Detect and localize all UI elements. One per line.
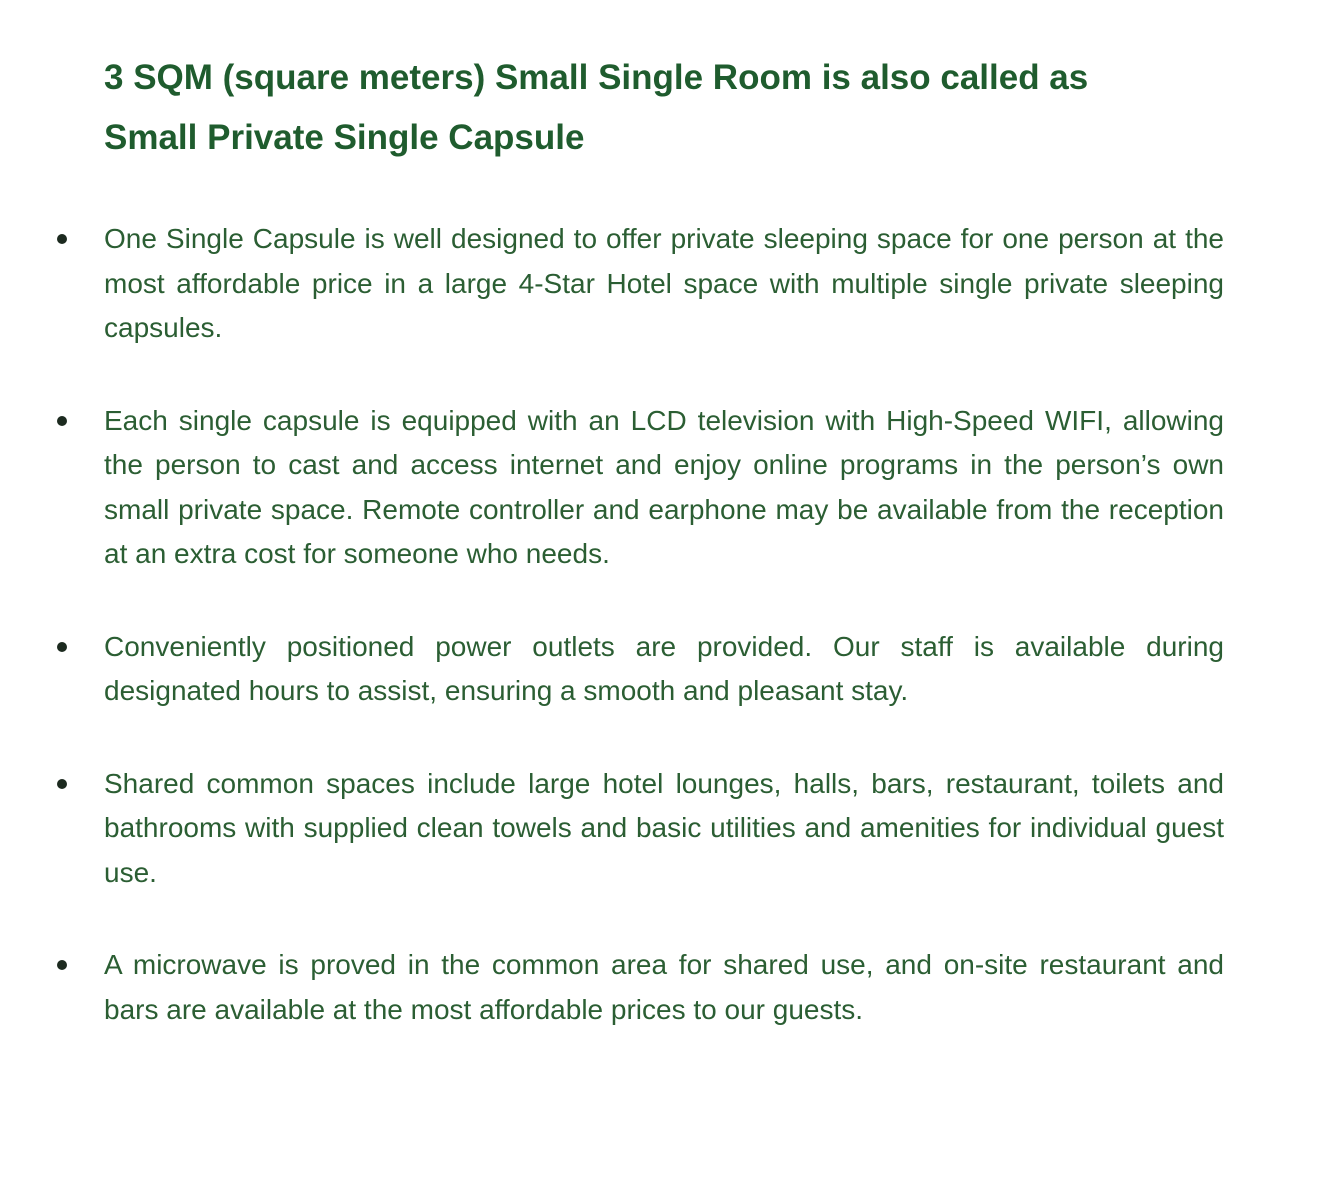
list-item-text: A microwave is proved in the common area for shared use, and on-site restaurant and bars are available at the most affordable prices to our guests. bbox=[104, 949, 1224, 1025]
list-item-text: Shared common spaces include large hotel lounges, halls, bars, restaurant, toilets and bathrooms with supplied clean towels and basic utilities and amenities for individual guest use. bbox=[104, 767, 1224, 888]
list-item bbox=[0, 943, 1338, 1032]
bullet-icon bbox=[57, 642, 67, 652]
bullet-icon bbox=[57, 779, 67, 789]
list-item-text: Conveniently positioned power outlets are provided. Our staff is available during designated hours to assist, ensuring a smooth and pleasant stay. bbox=[104, 630, 1224, 706]
list-item bbox=[0, 762, 1338, 896]
list-item-text: Each single capsule is equipped with an LCD television with High-Speed WIFI, allowing the person to cast and access internet and enjoy online programs in the person’s own small private space. Remote controller and earphone may be available from the reception at an extra cost for someone who needs. bbox=[104, 404, 1224, 569]
page-title-line-2: Small Private Single Capsule bbox=[104, 118, 585, 157]
list-item bbox=[0, 399, 1338, 577]
feature-list bbox=[0, 217, 1338, 1080]
page-title bbox=[104, 48, 1244, 168]
list-item bbox=[0, 217, 1338, 351]
bullet-icon bbox=[57, 416, 67, 426]
bullet-icon bbox=[57, 960, 67, 970]
page-title-line-1: 3 SQM (square meters) Small Single Room is also called as bbox=[104, 58, 1089, 97]
list-item-text: One Single Capsule is well designed to offer private sleeping space for one person at the most affordable price in a large 4-Star Hotel space with multiple single private sleeping capsules. bbox=[104, 223, 1224, 343]
bullet-icon bbox=[57, 234, 67, 244]
list-item bbox=[0, 625, 1338, 714]
